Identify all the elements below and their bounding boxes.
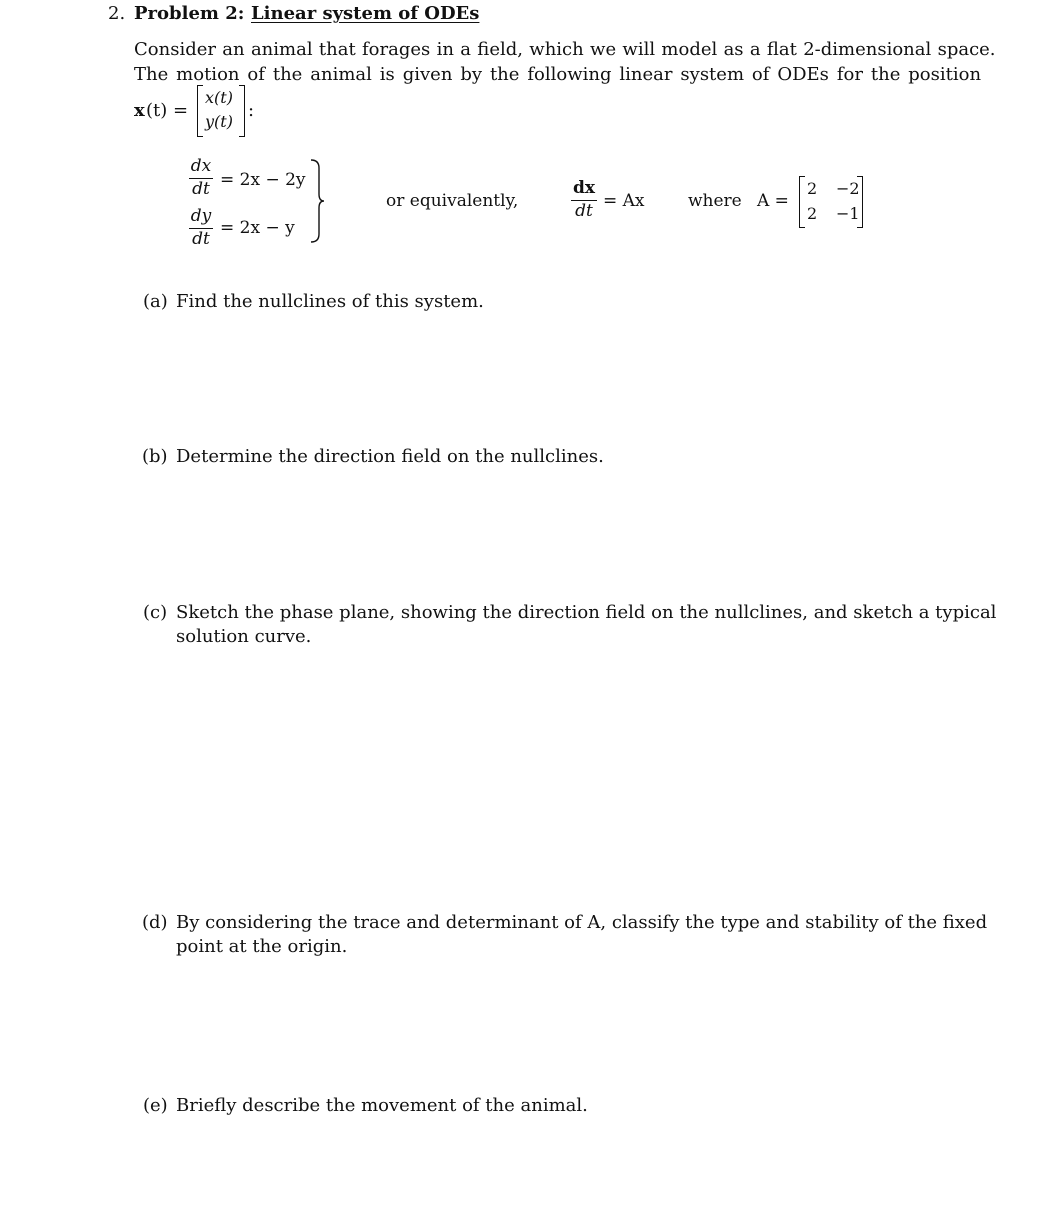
part-c-text: Sketch the phase plane, showing the direction field on the nullclines, and sketch a typical bbox=[176, 602, 997, 623]
or-equivalently-text: or equivalently, bbox=[386, 191, 519, 211]
dy-numerator: dy bbox=[190, 206, 212, 226]
vector-bottom-entry: y(t) bbox=[205, 112, 233, 131]
dt-denominator: dt bbox=[192, 179, 210, 199]
matrix-a22: −1 bbox=[836, 204, 860, 223]
problem-label: Problem 2: bbox=[134, 3, 245, 24]
x-vector-argument: (t) = bbox=[146, 100, 189, 121]
vector-top-entry: x(t) bbox=[205, 88, 233, 107]
part-c-text-continued: solution curve. bbox=[176, 626, 312, 647]
right-brace-icon bbox=[308, 158, 326, 244]
vector-left-bracket bbox=[197, 85, 203, 137]
part-b-label: (b) bbox=[142, 446, 168, 467]
matrix-a12: −2 bbox=[836, 179, 860, 198]
problem-title: Linear system of ODEs bbox=[251, 3, 480, 24]
intro-line-1: Consider an animal that forages in a field, which we will model as a flat 2-dimensional space. bbox=[134, 39, 996, 60]
part-d-text-continued: point at the origin. bbox=[176, 936, 348, 957]
dbx-numerator: dx bbox=[572, 178, 596, 198]
where-text: where bbox=[688, 191, 742, 211]
dbx-dt-fraction bbox=[571, 180, 597, 220]
part-e-label: (e) bbox=[143, 1095, 168, 1116]
dt-denominator: dt bbox=[192, 229, 210, 249]
matrix-right-bracket bbox=[857, 176, 863, 228]
part-e-text: Briefly describe the movement of the animal. bbox=[176, 1095, 588, 1116]
dx-dt-fraction bbox=[189, 158, 213, 198]
part-a-text: Find the nullclines of this system. bbox=[176, 291, 484, 312]
problem-number: 2. bbox=[108, 3, 126, 24]
x-vector-symbol: x bbox=[134, 100, 145, 121]
matrix-a-label: A = bbox=[757, 191, 789, 211]
equation-2-rhs: = 2x − y bbox=[220, 218, 295, 238]
dx-numerator: dx bbox=[190, 156, 212, 176]
matrix-left-bracket bbox=[799, 176, 805, 228]
intro-line-2: The motion of the animal is given by the following linear system of ODEs for the position bbox=[134, 64, 982, 85]
vector-right-bracket bbox=[239, 85, 245, 137]
vector-colon: : bbox=[248, 100, 255, 121]
part-a-label: (a) bbox=[143, 291, 168, 312]
part-d-text: By considering the trace and determinant of A, classify the type and stability of the fixed bbox=[176, 912, 988, 933]
part-b-text: Determine the direction field on the nullclines. bbox=[176, 446, 604, 467]
part-c-label: (c) bbox=[143, 602, 168, 623]
equation-1-rhs: = 2x − 2y bbox=[220, 170, 306, 190]
equals-ax: = Ax bbox=[603, 191, 645, 211]
matrix-a21: 2 bbox=[807, 204, 818, 223]
part-d-label: (d) bbox=[142, 912, 168, 933]
dy-dt-fraction bbox=[189, 208, 213, 248]
matrix-a11: 2 bbox=[807, 179, 818, 198]
dt-denominator: dt bbox=[575, 201, 593, 221]
